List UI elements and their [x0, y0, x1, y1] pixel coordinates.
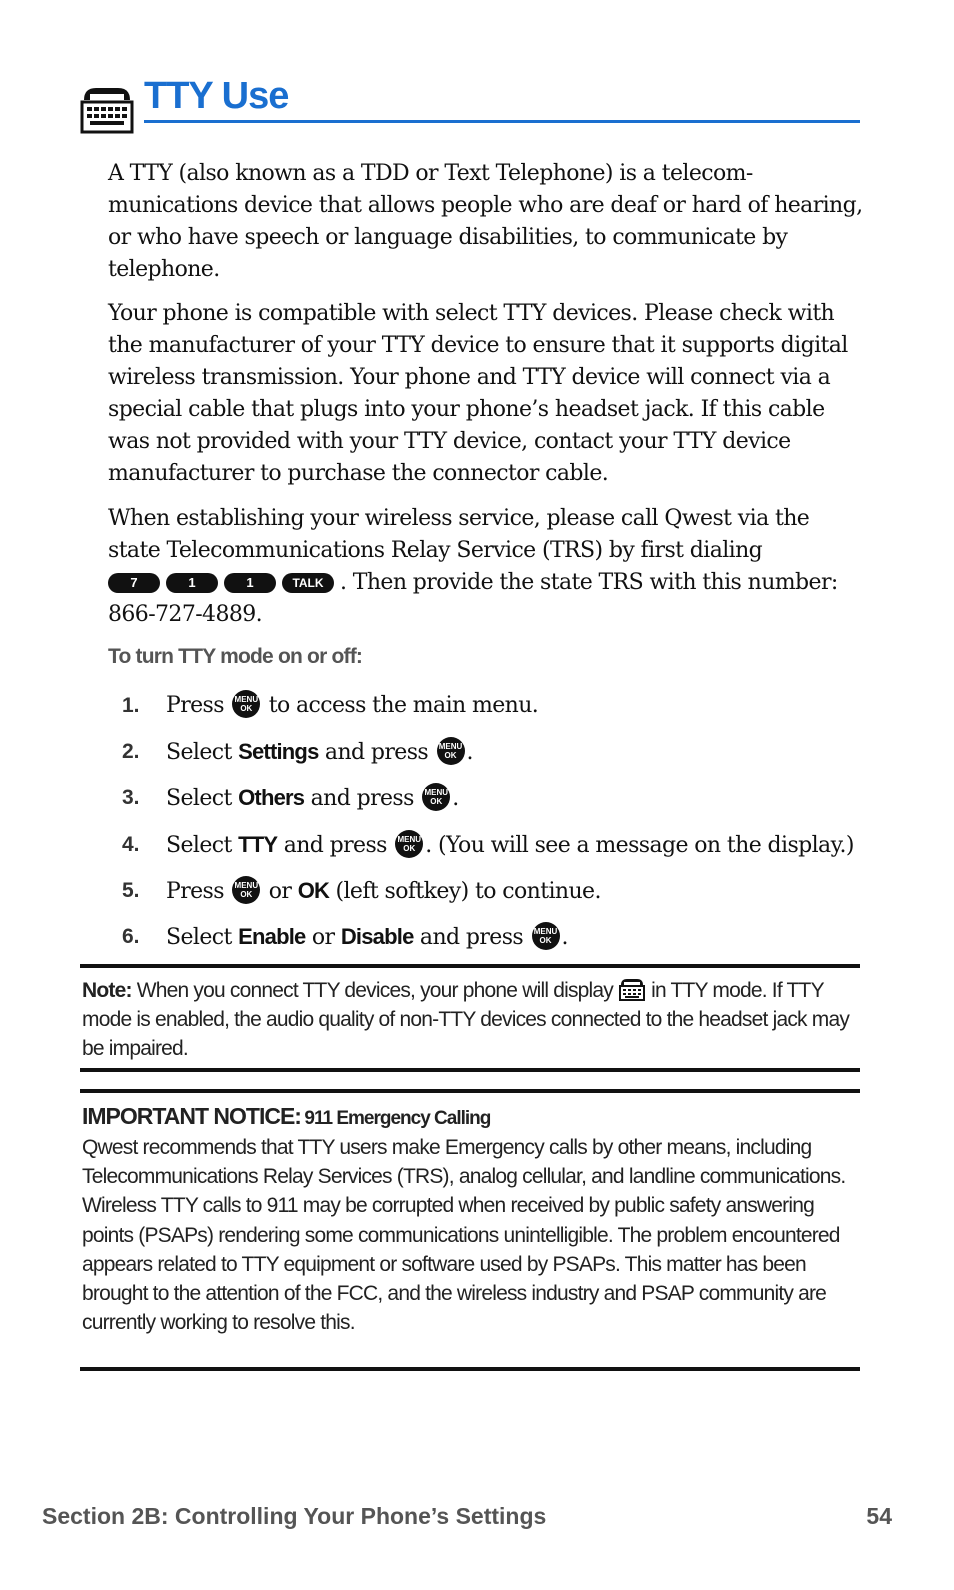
- step-text: [166, 829, 854, 862]
- key-1-second: 1: [224, 573, 276, 593]
- step-2: [122, 736, 862, 782]
- key-talk: TALK: [282, 573, 334, 593]
- menu-ok-button-icon: MENU OK: [232, 690, 260, 718]
- menu-ok-button-icon: MENU OK: [395, 830, 423, 858]
- menu-ok-button-icon: MENU OK: [422, 783, 450, 811]
- step-word: Select: [166, 740, 232, 766]
- menu-ok-button-icon: MENU OK: [232, 876, 260, 904]
- step-word: or: [268, 878, 292, 904]
- steps-list: [122, 690, 862, 967]
- step-word: (left softkey) to continue.: [335, 878, 601, 904]
- others-keyword: Others: [238, 785, 305, 811]
- step-word: Press: [166, 693, 224, 718]
- page-title: TTY Use: [144, 75, 289, 117]
- tty-keyboard-icon: [80, 80, 134, 134]
- step-text: [166, 921, 568, 954]
- step-word: Select: [166, 924, 232, 950]
- trs-paragraph: [108, 503, 864, 631]
- notice-heading: [82, 1103, 490, 1130]
- important-notice-box: [80, 1089, 860, 1371]
- key-1: 1: [166, 573, 218, 593]
- step-text: [166, 782, 459, 815]
- step-word: Select: [166, 786, 232, 812]
- note-text: [82, 976, 858, 1063]
- step-4: [122, 829, 862, 875]
- trs-text-after: . Then provide the state TRS with this number: 866-727-4889.: [108, 570, 838, 627]
- notice-title: IMPORTANT NOTICE:: [82, 1103, 301, 1129]
- step-word: . (You will see a message on the display.): [425, 832, 854, 858]
- note-text-after: in TTY mode. If TTY mode is enabled, the audio quality of non-TTY devices connected to the headset jack may be impaired.: [82, 979, 850, 1060]
- step-number: 4.: [122, 832, 140, 856]
- step-5: [122, 875, 862, 921]
- tty-keyword: TTY: [238, 831, 278, 857]
- notice-text: Qwest recommends that TTY users make Emergency calls by other means, including Telecommunications Relay Services (TRS), analog cellular, and landline communications. Wireless TTY calls to 911 may be corrupted when received by public safety answering points (PSAPs) rendering some communications unintelligible. The problem encountered appears related to TTY equipment or software used by PSAPs. This matter has been brought to the attention of the FCC, and the wireless industry and PSAP community are currently working to resolve this.: [82, 1136, 846, 1335]
- menu-ok-button-icon: MENU OK: [532, 922, 560, 950]
- note-box: [80, 964, 860, 1072]
- notice-subtitle: 911 Emergency Calling: [304, 1108, 491, 1129]
- page-header: [80, 72, 860, 132]
- step-word: .: [452, 786, 459, 812]
- step-text: [166, 690, 538, 722]
- step-number: 2.: [122, 740, 140, 764]
- page-number: 54: [866, 1503, 892, 1529]
- step-3: [122, 782, 862, 828]
- enable-keyword: Enable: [238, 923, 306, 949]
- tty-mode-subheading: To turn TTY mode on or off:: [108, 645, 363, 668]
- tty-indicator-icon: [618, 976, 646, 1002]
- intro-paragraph: A TTY (also known as a TDD or Text Telephone) is a telecom-munications device that allows people who are deaf or hard of hearing, or who have speech or language disabilities, to communicate by telephone.: [108, 161, 863, 282]
- note-text-before: When you connect TTY devices, your phone will display: [136, 979, 613, 1002]
- step-word: or: [311, 924, 335, 950]
- step-number: 3.: [122, 786, 140, 810]
- step-word: .: [466, 740, 473, 766]
- step-word: to access the main menu.: [268, 693, 539, 718]
- step-word: and press: [419, 924, 524, 950]
- title-underline: [144, 120, 860, 123]
- step-word: and press: [324, 740, 429, 766]
- step-word: .: [561, 924, 568, 950]
- footer-section-title: Section 2B: Controlling Your Phone’s Settings: [42, 1503, 547, 1529]
- ok-keyword: OK: [297, 877, 330, 903]
- key-7: 7: [108, 573, 160, 593]
- step-text: [166, 875, 601, 908]
- step-word: and press: [310, 786, 414, 812]
- trs-text-before: When establishing your wireless service, please call Qwest via the state Telecommunications Relay Service (TRS) by first dialing: [108, 506, 810, 563]
- step-1: [122, 690, 862, 736]
- step-word: Press: [166, 878, 224, 904]
- step-text: [166, 736, 473, 769]
- note-label: Note:: [82, 979, 132, 1002]
- settings-keyword: Settings: [238, 739, 319, 765]
- step-6: [122, 921, 862, 967]
- step-number: 5.: [122, 878, 140, 902]
- compatibility-paragraph: Your phone is compatible with select TTY devices. Please check with the manufacturer of your TTY device to ensure that it supports digital wireless transmission. Your phone and TTY device will connect via a special cable that plugs into your phone’s headset jack. If this cable was not provided with your TTY device, contact your TTY device manufacturer to purchase the connector cable.: [108, 301, 848, 486]
- disable-keyword: Disable: [340, 923, 414, 949]
- step-number: 1.: [122, 694, 140, 717]
- menu-ok-button-icon: MENU OK: [437, 737, 465, 765]
- step-word: and press: [283, 832, 387, 858]
- step-number: 6.: [122, 924, 140, 948]
- step-word: Select: [166, 832, 232, 858]
